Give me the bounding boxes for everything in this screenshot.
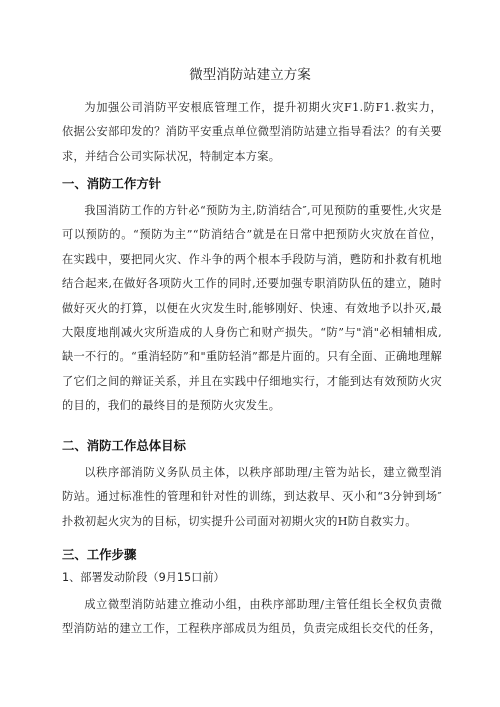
section-heading-steps: 三、工作步骤 [62,547,137,562]
section-body-phase1: 成立微型消防站建立推动小组，由秩序部助理/主管任组长全权负责微型消防站的建立工作，工程秩序部成员为组员，负责完成组长交代的任务， [62,598,442,636]
section-heading-policy: 一、消防工作方针 [62,176,162,191]
document-title: 微型消防站建立方案 [189,67,311,83]
section-body-policy: 我国消防工作的方针必“预防为主,防消结合″,可见预防的重要性,火灾是可以预防的。“预防为主”“防消结合”就是在日常中把预防火灾放在首位，在实践中，要把同火灾、作斗争的两个根本手段防与消，甦防和扑救有机地结合起来,在做好各项防火工作的同时,还要加强专职消防队伍的建立，随时做好灭火的打算，以便在火灾发生时,能够刚好、快速、有效地予以扑灭,最大限度地削减火灾所造成的人身伤亡和财产损失。“防”与"消"必相辅相成,缺一不行的。“重消轻防”和"重防轻消”都是片面的。只有全面、正确地理解了它们之间的辩证关系，并且在实践中仔细地实行，才能到达有效预防火灾的目的，我们的最终目的是预防火灾发生。 [62,204,442,413]
section-subheading-phase1: 1、部署发动阶段（9月15口前） [62,571,225,584]
section-heading-goal: 二、消防工作总体目标 [62,438,186,453]
section-body-goal: 以秩序部消防义务队员主体，以秩序部助理/主管为站长，建立微型消防站。通过标准性的管理和针对性的训练，到达救早、灭小和“3分钟到场″扑救初起火灾为的目标，切实提升公司面对初期火灾的H防自救实力。 [62,466,442,528]
intro-paragraph: 为加强公司消防平安根底管理工作，提升初期火灾F1.防F1.救实力，依据公安部印发的？消防平安重点单位微型消防站建立指导看法？的有关要求，并结合公司实际状况，特制定本方案。 [62,101,442,163]
